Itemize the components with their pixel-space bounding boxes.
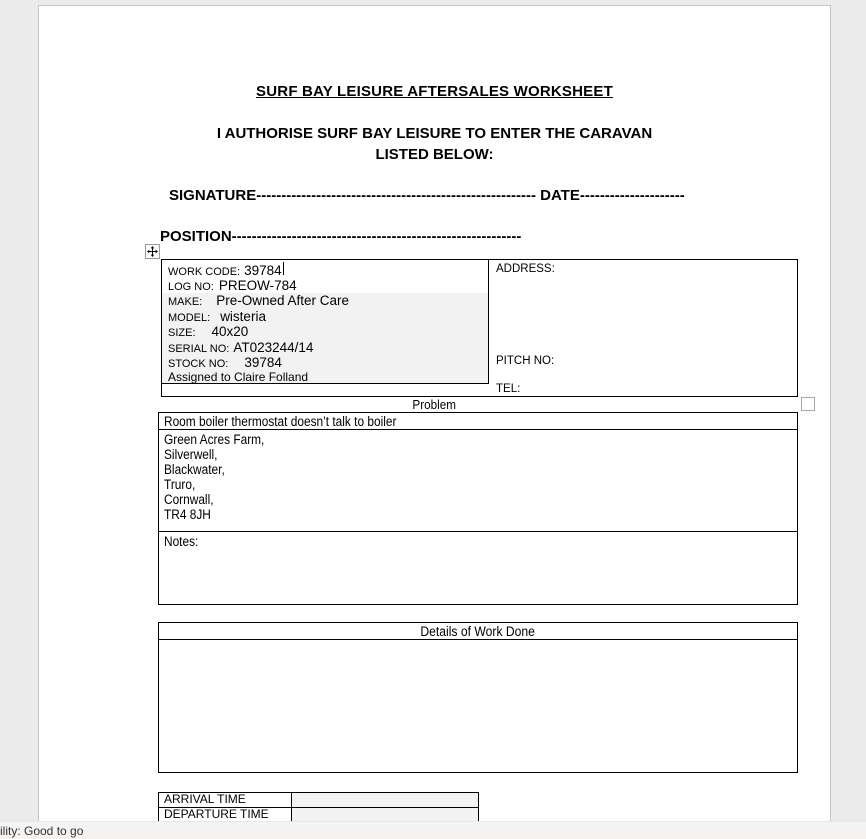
arrival-time-label: ARRIVAL TIME <box>159 793 292 807</box>
departure-time-label: DEPARTURE TIME <box>159 808 292 823</box>
departure-time-row <box>159 808 478 823</box>
stock-no-value: 39784 <box>244 355 282 370</box>
accessibility-status[interactable]: ility: Good to go <box>0 824 84 838</box>
size-value: 40x20 <box>211 324 249 339</box>
serial-no-value: AT023244/14 <box>233 339 314 355</box>
document-page[interactable] <box>38 5 831 834</box>
field-size[interactable] <box>168 324 488 340</box>
arrival-time-value[interactable] <box>292 793 478 807</box>
authorization-text-line2: LISTED BELOW: <box>375 146 494 163</box>
log-no-label: LOG NO: <box>168 280 214 293</box>
stock-no-label: STOCK NO: <box>168 358 229 370</box>
assigned-note: Assigned to Claire Folland <box>168 369 309 384</box>
address-line: Blackwater, <box>164 462 225 477</box>
work-done-header-cell <box>159 623 797 640</box>
work-done-entry-cell[interactable] <box>159 640 797 772</box>
address-line: Silverwell, <box>164 447 218 462</box>
field-make[interactable] <box>168 293 488 309</box>
problem-table <box>158 412 798 605</box>
work-code-label: WORK CODE: <box>168 266 241 278</box>
work-done-header-text: Details of Work Done <box>420 624 536 639</box>
serial-no-label: SERIAL NO: <box>168 342 230 355</box>
work-code-value: 39784 <box>244 263 282 278</box>
text-cursor <box>283 262 284 275</box>
address-line: Cornwall, <box>164 492 214 507</box>
address-label: ADDRESS: <box>496 263 555 275</box>
times-table <box>158 792 479 823</box>
pitch-no-label: PITCH NO: <box>496 355 555 367</box>
address-cell[interactable] <box>490 260 797 396</box>
model-value: wisteria <box>220 308 266 324</box>
customer-address-cell[interactable] <box>159 430 797 532</box>
field-stock-no[interactable] <box>168 355 488 371</box>
caravan-info-table <box>161 259 798 397</box>
log-no-value: PREOW-784 <box>218 277 297 293</box>
position-line: POSITION---------------------------------------------------------- <box>160 228 522 245</box>
field-log-no[interactable] <box>168 278 488 294</box>
table-move-handle[interactable] <box>145 244 160 259</box>
status-bar <box>0 821 866 839</box>
notes-cell[interactable] <box>159 532 797 604</box>
address-line: Green Acres Farm, <box>164 432 265 447</box>
signature-date-line: SIGNATURE-------------------------------------------------------- DATE--------------------- <box>169 187 685 204</box>
tel-label: TEL: <box>496 383 521 395</box>
field-serial-no[interactable] <box>168 340 488 356</box>
work-done-table <box>158 622 798 773</box>
field-model[interactable] <box>168 309 488 325</box>
authorization-text-line1: I AUTHORISE SURF BAY LEISURE TO ENTER THE CARAVAN <box>216 125 653 142</box>
caravan-fields-cell[interactable] <box>162 260 489 384</box>
problem-issue-cell[interactable] <box>159 413 797 430</box>
size-label: SIZE: <box>168 327 196 339</box>
document-title: SURF BAY LEISURE AFTERSALES WORKSHEET <box>256 83 613 100</box>
table-resize-handle[interactable] <box>801 397 815 411</box>
make-value: Pre-Owned After Care <box>216 293 350 308</box>
departure-time-value[interactable] <box>292 808 478 823</box>
problem-issue-text: Room boiler thermostat doesn’t talk to boiler <box>164 414 397 429</box>
problem-caption: Problem <box>412 397 457 412</box>
address-line: TR4 8JH <box>164 507 211 522</box>
notes-label: Notes: <box>164 534 199 549</box>
table-move-icon <box>147 246 158 257</box>
field-work-code[interactable] <box>168 262 488 278</box>
make-label: MAKE: <box>168 296 203 308</box>
arrival-time-row <box>159 793 478 808</box>
address-line: Truro, <box>164 477 196 492</box>
model-label: MODEL: <box>168 311 211 324</box>
